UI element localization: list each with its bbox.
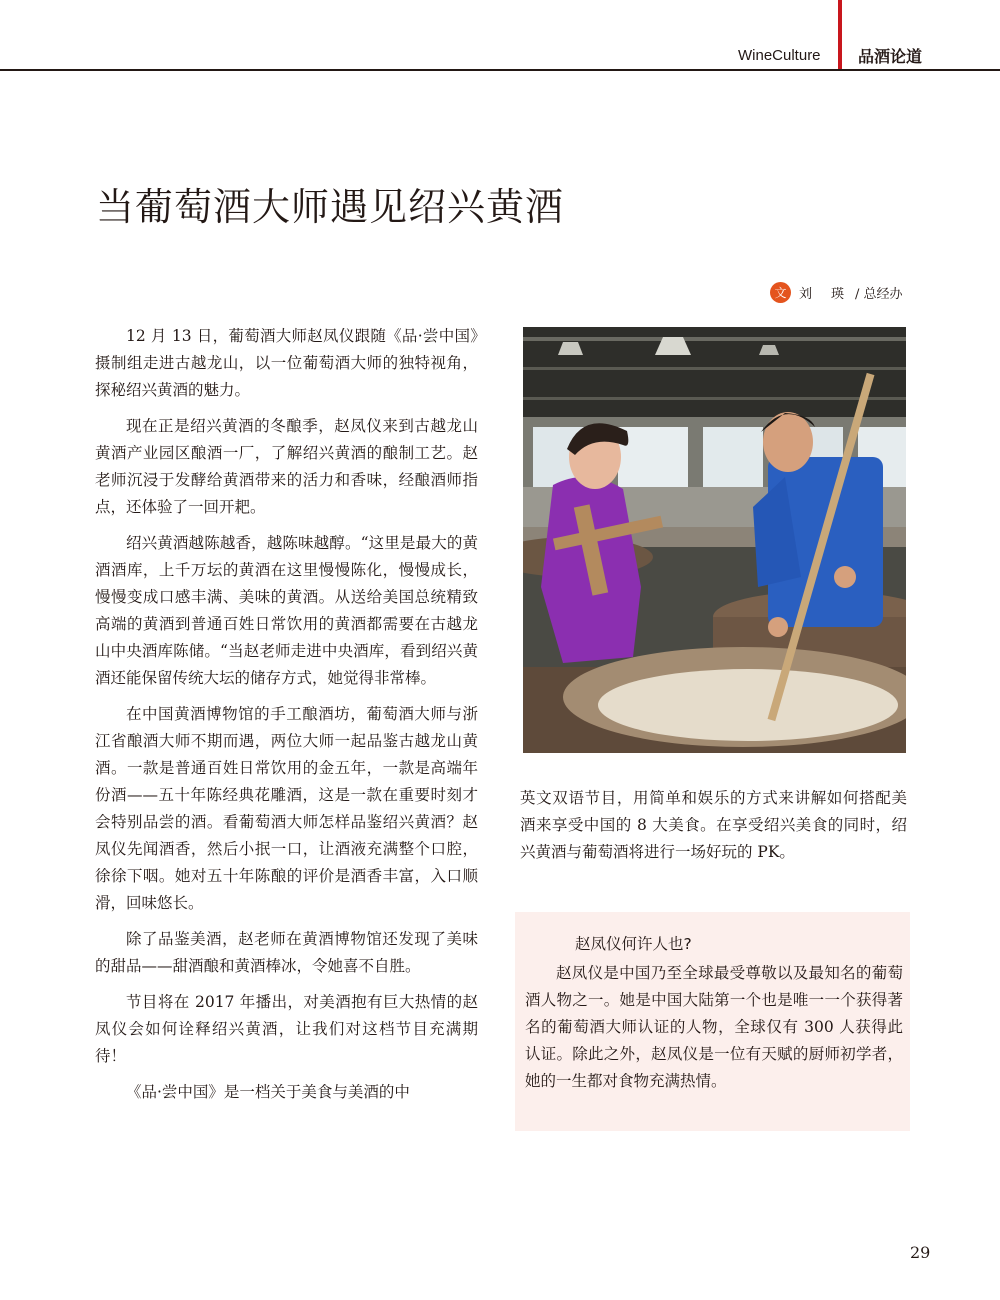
article-paragraph: 现在正是绍兴黄酒的冬酿季，赵凤仪来到古越龙山黄酒产业园区酿酒一厂，了解绍兴黄酒的酿制工艺。赵老师沉浸于发酵给黄酒带来的活力和香味，经酿酒师指点，还体验了一回开耙。 bbox=[95, 417, 478, 516]
page-number: 29 bbox=[910, 1243, 931, 1262]
article-title: 当葡萄酒大师遇见绍兴黄酒 bbox=[96, 185, 565, 229]
article-body-left-column bbox=[95, 323, 478, 1115]
article-paragraph-continued: 英文双语节目，用简单和娱乐的方式来讲解如何搭配美酒来享受中国的 8 大美食。在享受绍兴美食的同时，绍兴黄酒与葡萄酒将进行一场好玩的 PK。 bbox=[520, 789, 907, 861]
author-name: 刘 瑛 bbox=[799, 287, 848, 302]
section-name-chinese: 品酒论道 bbox=[858, 47, 923, 66]
byline bbox=[770, 282, 903, 303]
header-accent-rule bbox=[838, 0, 842, 70]
article-paragraph: 《品·尝中国》是一档关于美食与美酒的中 bbox=[126, 1083, 410, 1101]
byline-badge: 文 bbox=[770, 282, 791, 303]
article-paragraph: 节目将在 2017 年播出，对美酒抱有巨大热情的赵凤仪会如何诠释绍兴黄酒，让我们对这档节目充满期待！ bbox=[95, 993, 478, 1065]
sidebar-body: 赵凤仪是中国乃至全球最受尊敬以及最知名的葡萄酒人物之一。她是中国大陆第一个也是唯一一个获得著名的葡萄酒大师认证的人物，全球仅有 300 人获得此认证。除此之外，赵凤仪是一位有天赋的厨师初学者，她的一生都对食物充满热情。 bbox=[525, 964, 903, 1090]
article-paragraph: 绍兴黄酒越陈越香，越陈味越醇。“这里是最大的黄酒酒库，上千万坛的黄酒在这里慢慢陈化，慢慢成长，慢慢变成口感丰满、美味的黄酒。从送给美国总统精致高端的黄酒到普通百姓日常饮用的黄酒都需要在古越龙山中央酒库陈储。“当赵老师走进中央酒库，看到绍兴黄酒还能保留传统大坛的储存方式，她觉得非常棒。 bbox=[95, 534, 478, 687]
article-paragraph: 除了品鉴美酒，赵老师在黄酒博物馆还发现了美味的甜品——甜酒酿和黄酒棒冰，令她喜不自胜。 bbox=[95, 930, 478, 975]
section-name-english: WineCulture bbox=[738, 47, 821, 64]
sidebar-box bbox=[515, 912, 910, 1131]
article-paragraph: 12 月 13 日，葡萄酒大师赵凤仪跟随《品·尝中国》摄制组走进古越龙山，以一位葡萄酒大师的独特视角，探秘绍兴黄酒的魅力。 bbox=[95, 327, 478, 399]
header-divider bbox=[0, 69, 1000, 71]
article-paragraph: 在中国黄酒博物馆的手工酿酒坊，葡萄酒大师与浙江省酿酒大师不期而遇，两位大师一起品鉴古越龙山黄酒。一款是普通百姓日常饮用的金五年，一款是高端年份酒——五十年陈经典花雕酒，这是一款在重要时刻才会特别品尝的酒。看葡萄酒大师怎样品鉴绍兴黄酒？赵凤仪先闻酒香，然后小抿一口，让酒液充满整个口腔，徐徐下咽。她对五十年陈酿的评价是酒香丰富，入口顺滑，回味悠长。 bbox=[95, 705, 478, 912]
sidebar-heading: 赵凤仪何许人也? bbox=[575, 935, 692, 953]
article-body-right-column bbox=[520, 785, 907, 875]
article-photo bbox=[523, 327, 906, 753]
author-title: / 总经办 bbox=[855, 287, 903, 302]
